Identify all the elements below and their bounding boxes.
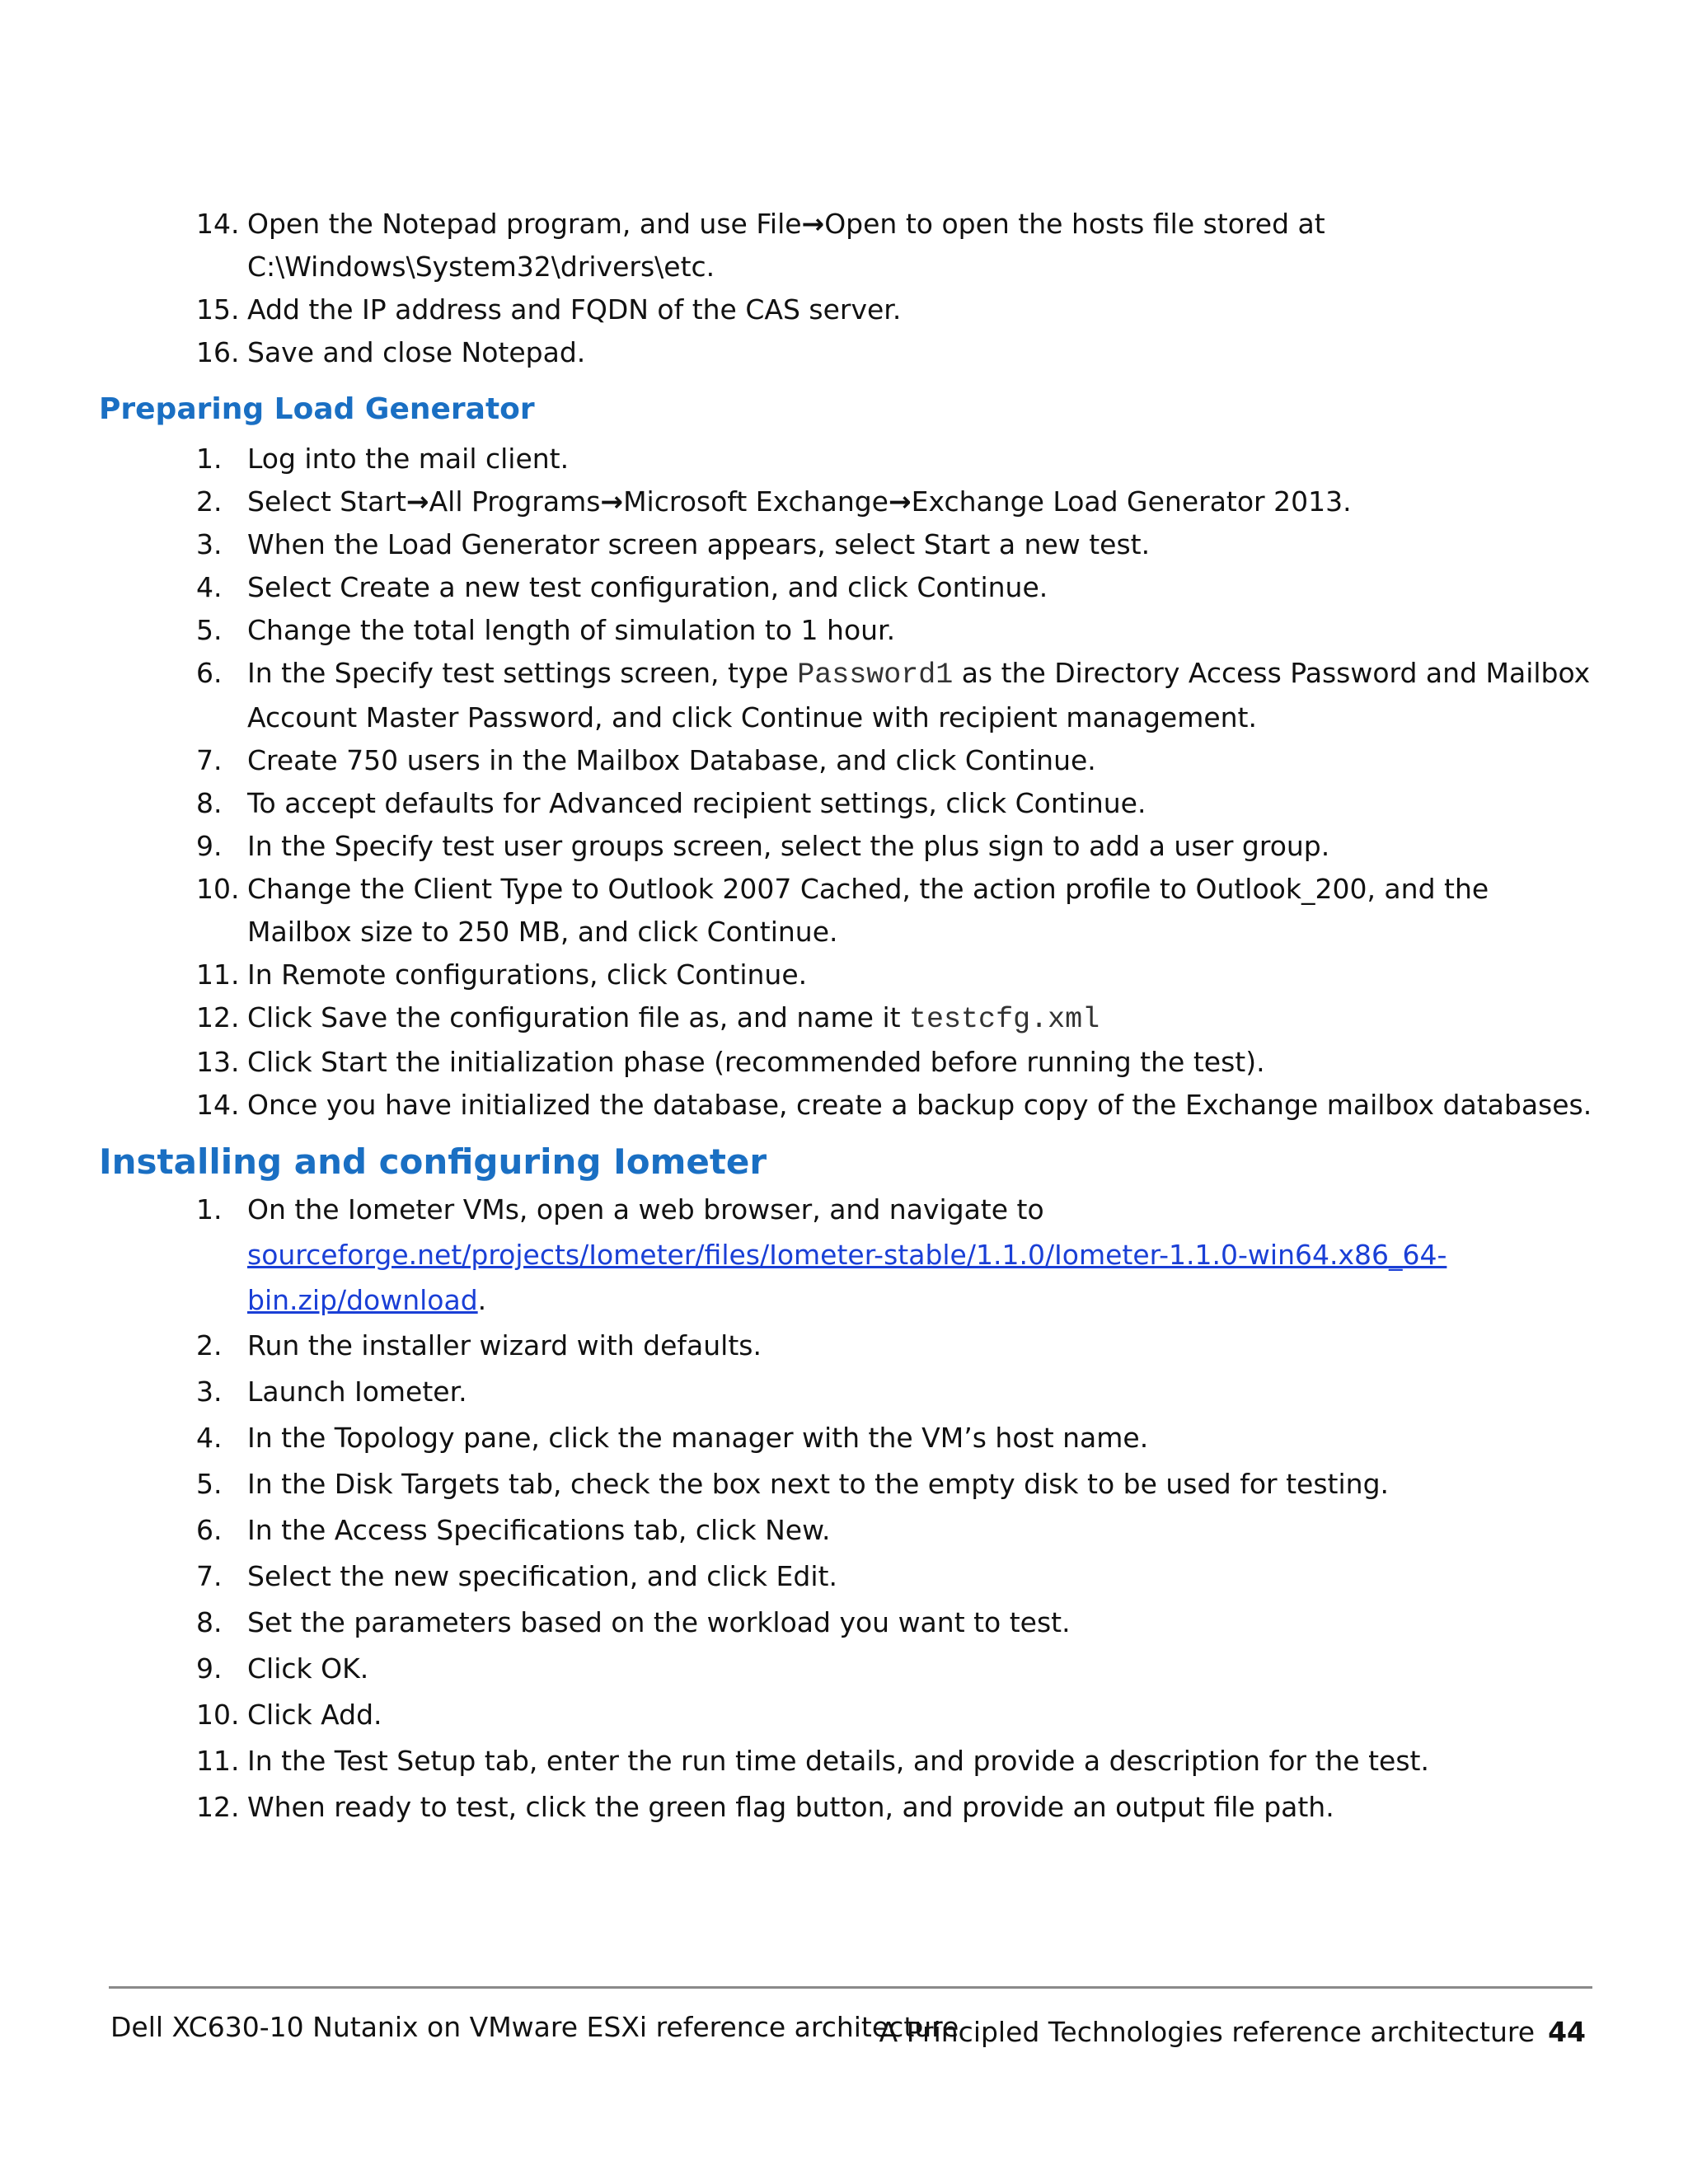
list-item: 6. In the Access Specifications tab, click New. bbox=[0, 1507, 1599, 1554]
list-item: 10. Click Add. bbox=[0, 1692, 1599, 1738]
page-number: 44 bbox=[1548, 2016, 1586, 2048]
list-item: 13. Click Start the initialization phase (recommended before running the test). bbox=[0, 1041, 1599, 1084]
footer-publisher bbox=[879, 2016, 1586, 2048]
step-text: Select Create a new test configuration, and click Continue. bbox=[247, 571, 1048, 603]
list-item: 8. Set the parameters based on the workload you want to test. bbox=[0, 1600, 1599, 1646]
list-item: 12. Click Save the configuration file as, and name it testcfg.xml bbox=[0, 996, 1599, 1041]
step-text: Save and close Notepad. bbox=[247, 336, 586, 368]
step-text: In the Specify test user groups screen, select the plus sign to add a user group. bbox=[247, 830, 1330, 862]
arrow-icon: → bbox=[600, 485, 624, 518]
step-text: Set the parameters based on the workload you want to test. bbox=[247, 1606, 1071, 1638]
list-item: 1. Log into the mail client. bbox=[0, 438, 1599, 480]
section-heading-iometer: Installing and configuring Iometer bbox=[99, 1141, 767, 1182]
step-text: On the Iometer VMs, open a web browser, and navigate to sourceforge.net/projects/Iometer/files/Iometer-stable/1.1.0/Iometer-1.1.0-win64.x86_64-bin.zip/download. bbox=[247, 1193, 1447, 1316]
section-heading-load-generator: Preparing Load Generator bbox=[99, 392, 535, 426]
list-item: 3. Launch Iometer. bbox=[0, 1369, 1599, 1415]
list-item: 7. Create 750 users in the Mailbox Database, and click Continue. bbox=[0, 739, 1599, 782]
footer-publisher-text: A Principled Technologies reference architecture bbox=[879, 2016, 1536, 2048]
list-item: 12. When ready to test, click the green flag button, and provide an output file path. bbox=[0, 1784, 1599, 1830]
list-item: 9. In the Specify test user groups screen, select the plus sign to add a user group. bbox=[0, 825, 1599, 868]
step-text: In the Specify test settings screen, type Password1 as the Directory Access Password and Mailbox Account Master Password, and click Continue with recipient management. bbox=[247, 657, 1591, 733]
arrow-icon: → bbox=[889, 485, 912, 518]
step-text: To accept defaults for Advanced recipient settings, click Continue. bbox=[247, 787, 1146, 819]
list-item: 11. In the Test Setup tab, enter the run time details, and provide a description for the test. bbox=[0, 1738, 1599, 1784]
list-item: 4. Select Create a new test configuration, and click Continue. bbox=[0, 566, 1599, 609]
step-text: Open the Notepad program, and use File→Open to open the hosts file stored at C:\Windows\System32\drivers\etc. bbox=[247, 208, 1325, 283]
step-text: Launch Iometer. bbox=[247, 1376, 467, 1408]
step-text: In the Access Specifications tab, click New. bbox=[247, 1514, 831, 1546]
step-text: Select Start→All Programs→Microsoft Exchange→Exchange Load Generator 2013. bbox=[247, 485, 1352, 518]
list-item: 14. Once you have initialized the database, create a backup copy of the Exchange mailbox databases. bbox=[0, 1084, 1599, 1127]
step-text: In the Topology pane, click the manager with the VM’s host name. bbox=[247, 1422, 1149, 1454]
list-item: 2. Run the installer wizard with defaults. bbox=[0, 1323, 1599, 1369]
step-text: Run the installer wizard with defaults. bbox=[247, 1329, 762, 1361]
arrow-icon: → bbox=[406, 485, 429, 518]
step-text: Select the new specification, and click Edit. bbox=[247, 1560, 837, 1592]
list-item: 4. In the Topology pane, click the manager with the VM’s host name. bbox=[0, 1415, 1599, 1461]
step-text: Change the Client Type to Outlook 2007 Cached, the action profile to Outlook_200, and the Mailbox size to 250 MB, and click Continue. bbox=[247, 873, 1489, 948]
step-text: Click Add. bbox=[247, 1699, 382, 1731]
intro-steps-list bbox=[0, 203, 1599, 374]
arrow-icon: → bbox=[801, 208, 825, 240]
list-item: 8. To accept defaults for Advanced recipient settings, click Continue. bbox=[0, 782, 1599, 825]
list-item: 15. Add the IP address and FQDN of the CAS server. bbox=[0, 288, 1599, 331]
step-text: Click OK. bbox=[247, 1652, 369, 1685]
list-item: 2. Select Start→All Programs→Microsoft Exchange→Exchange Load Generator 2013. bbox=[0, 480, 1599, 523]
list-item: 5. Change the total length of simulation to 1 hour. bbox=[0, 609, 1599, 652]
step-text: Add the IP address and FQDN of the CAS server. bbox=[247, 293, 902, 326]
code-filename: testcfg.xml bbox=[909, 1003, 1100, 1036]
list-item: 14. Open the Notepad program, and use File→Open to open the hosts file stored at C:\Windows\System32\drivers\etc. bbox=[0, 203, 1599, 288]
iometer-download-link[interactable]: sourceforge.net/projects/Iometer/files/Iometer-stable/1.1.0/Iometer-1.1.0-win64.x86_64-bin.zip/download bbox=[247, 1239, 1447, 1316]
iometer-steps-list bbox=[0, 1187, 1599, 1830]
list-item: 10. Change the Client Type to Outlook 2007 Cached, the action profile to Outlook_200, and the Mailbox size to 250 MB, and click Continue. bbox=[0, 868, 1599, 954]
list-item: 6. In the Specify test settings screen, type Password1 as the Directory Access Password and Mailbox Account Master Password, and click Continue with recipient management. bbox=[0, 652, 1599, 739]
step-text: Change the total length of simulation to 1 hour. bbox=[247, 614, 896, 646]
list-item: 5. In the Disk Targets tab, check the box next to the empty disk to be used for testing. bbox=[0, 1461, 1599, 1507]
step-text: In the Disk Targets tab, check the box next to the empty disk to be used for testing. bbox=[247, 1468, 1390, 1500]
list-item: 1. On the Iometer VMs, open a web browser, and navigate to sourceforge.net/projects/Iometer/files/Iometer-stable/1.1.0/Iometer-1.1.0-win64.x86_64-bin.zip/download. bbox=[0, 1187, 1599, 1323]
step-text: In the Test Setup tab, enter the run time details, and provide a description for the test. bbox=[247, 1745, 1429, 1777]
step-text: Create 750 users in the Mailbox Database, and click Continue. bbox=[247, 744, 1096, 776]
step-text: Click Start the initialization phase (recommended before running the test). bbox=[247, 1046, 1265, 1078]
step-text: Log into the mail client. bbox=[247, 443, 570, 475]
list-item: 11. In Remote configurations, click Continue. bbox=[0, 954, 1599, 996]
step-text: When ready to test, click the green flag button, and provide an output file path. bbox=[247, 1791, 1334, 1823]
list-item: 9. Click OK. bbox=[0, 1646, 1599, 1692]
list-item: 16. Save and close Notepad. bbox=[0, 331, 1599, 374]
footer-divider bbox=[109, 1986, 1592, 1989]
footer-document-title: Dell XC630-10 Nutanix on VMware ESXi reference architecture bbox=[110, 2011, 959, 2043]
step-text: Once you have initialized the database, create a backup copy of the Exchange mailbox databases. bbox=[247, 1089, 1592, 1121]
list-item: 3. When the Load Generator screen appears, select Start a new test. bbox=[0, 523, 1599, 566]
step-text: In Remote configurations, click Continue. bbox=[247, 958, 808, 991]
code-password: Password1 bbox=[797, 658, 954, 691]
list-item: 7. Select the new specification, and click Edit. bbox=[0, 1554, 1599, 1600]
step-text: When the Load Generator screen appears, select Start a new test. bbox=[247, 528, 1151, 560]
step-text: Click Save the configuration file as, and name it testcfg.xml bbox=[247, 1001, 1100, 1036]
load-generator-steps-list bbox=[0, 438, 1599, 1127]
